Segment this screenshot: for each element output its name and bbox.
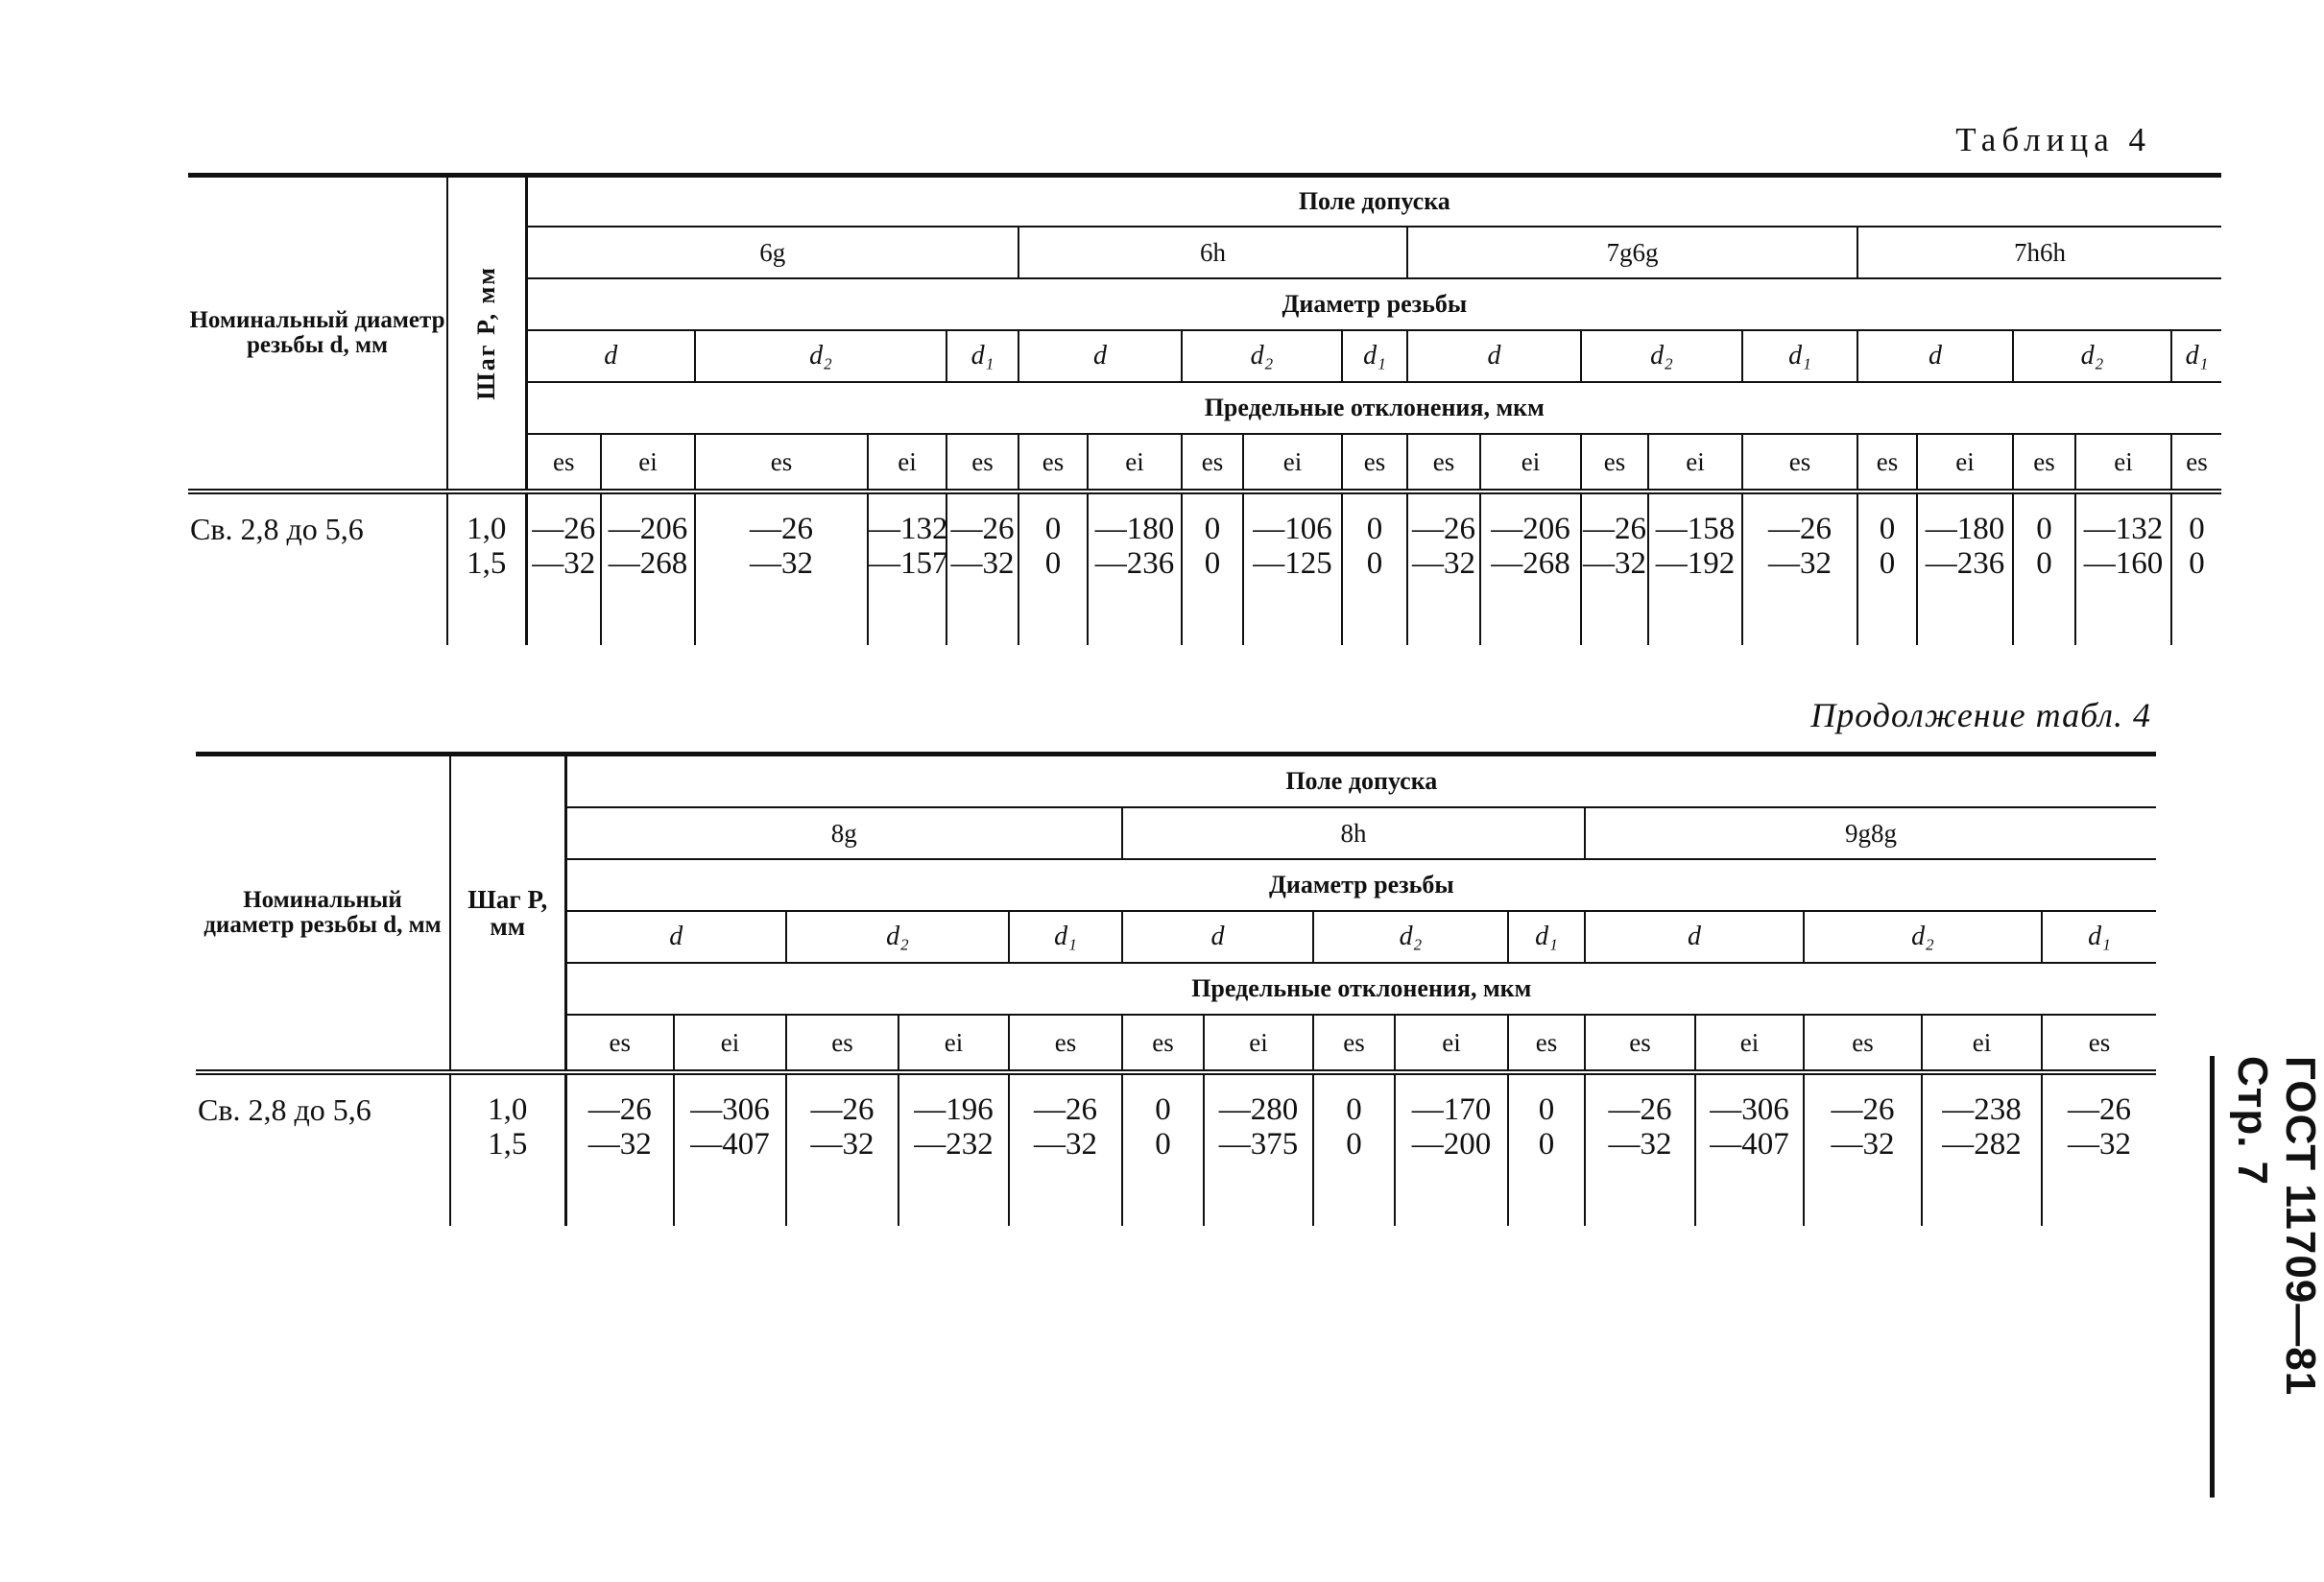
limit-header-cell: es — [1407, 434, 1480, 491]
deviation-cell — [2013, 491, 2075, 645]
deviation-cell — [1922, 1072, 2042, 1226]
limit-header-cell: es — [1122, 1015, 1204, 1072]
deviation-value: —32 — [1034, 1127, 1097, 1162]
limit-header-cell: es — [2013, 434, 2075, 491]
deviation-value: —32 — [810, 1127, 874, 1162]
deviation-value: 0 — [1538, 1127, 1555, 1162]
step-header-label: Шаг P, мм — [471, 266, 500, 400]
deviation-value: —200 — [1411, 1127, 1492, 1162]
tolerance-group: 8g — [565, 807, 1122, 859]
limit-header-cell: es — [526, 434, 601, 491]
deviation-cell — [1581, 491, 1648, 645]
limit-header-cell: es — [2171, 434, 2221, 491]
limits-title: Предельные отклонения, мкм — [526, 382, 2221, 434]
deviation-cell — [1018, 491, 1088, 645]
deviation-value: —180 — [1094, 512, 1175, 546]
stub-header: Номинальный диаметр резьбы d, мм — [188, 176, 447, 492]
deviation-value: 0 — [2189, 546, 2205, 581]
deviation-value: —32 — [1583, 546, 1646, 581]
deviation-value: —236 — [1094, 546, 1175, 581]
limit-header-cell: ei — [1922, 1015, 2042, 1072]
deviation-cell — [2171, 491, 2221, 645]
row-name: Св. 2,8 до 5,6 — [196, 1072, 450, 1226]
deviation-value: —32 — [532, 546, 596, 581]
limit-header-cell: ei — [868, 434, 946, 491]
step-header — [447, 176, 526, 492]
deviation-cell — [674, 1072, 786, 1226]
limit-header-cell: ei — [1243, 434, 1342, 491]
deviation-cell — [695, 491, 868, 645]
deviation-value: 0 — [2036, 546, 2052, 581]
limit-header-cell: ei — [2075, 434, 2171, 491]
deviation-cell — [1648, 491, 1742, 645]
deviation-value: 0 — [1538, 1092, 1555, 1127]
diameter-title: Диаметр резьбы — [526, 278, 2221, 330]
deviation-value: —157 — [869, 546, 948, 581]
diameter-cell: d₂ — [1313, 911, 1508, 963]
deviation-value: —407 — [1710, 1127, 1789, 1162]
limit-header-cell: es — [695, 434, 868, 491]
step-value: 1,5 — [488, 1127, 528, 1162]
deviation-value: —280 — [1218, 1092, 1299, 1127]
deviation-value: 0 — [1879, 512, 1896, 546]
tolerance-group: 6g — [526, 227, 1018, 278]
deviation-cell — [1508, 1072, 1585, 1226]
diameter-cell: d — [1122, 911, 1313, 963]
limit-header-cell: es — [786, 1015, 898, 1072]
diameter-cell: d₁ — [946, 330, 1018, 382]
deviation-value: —268 — [1491, 546, 1570, 581]
deviation-value: —26 — [1608, 1092, 1672, 1127]
limit-header-cell: es — [1182, 434, 1243, 491]
diameter-cell: d — [1018, 330, 1182, 382]
deviation-value: —192 — [1655, 546, 1736, 581]
deviation-value: 0 — [1044, 512, 1062, 546]
deviation-cell — [946, 491, 1018, 645]
diameter-cell: d₂ — [1182, 330, 1342, 382]
limit-header-cell: ei — [1648, 434, 1742, 491]
diameter-cell: d₁ — [1009, 911, 1122, 963]
step-value: 1,0 — [467, 512, 507, 546]
deviation-value: 0 — [1366, 512, 1383, 546]
deviation-value: —32 — [2068, 1127, 2132, 1162]
deviation-cell — [1313, 1072, 1395, 1226]
deviation-value: —26 — [750, 512, 813, 546]
step-values — [447, 491, 526, 645]
deviation-value: —26 — [1831, 1092, 1895, 1127]
deviation-value: —32 — [750, 546, 813, 581]
deviation-value: —132 — [2083, 512, 2164, 546]
limit-header-cell: es — [1742, 434, 1857, 491]
deviation-value: —26 — [950, 512, 1015, 546]
deviation-value: —26 — [2068, 1092, 2132, 1127]
limit-header-cell: es — [1585, 1015, 1695, 1072]
deviation-cell — [868, 491, 946, 645]
deviation-value: 0 — [1044, 546, 1062, 581]
deviation-value: 0 — [1879, 546, 1896, 581]
limit-header-cell: ei — [1695, 1015, 1804, 1072]
tolerance-group: 8h — [1122, 807, 1585, 859]
stub-header: Номинальный диаметр резьбы d, мм — [196, 755, 450, 1073]
tolerance-table — [188, 173, 2221, 645]
diameter-cell: d₁ — [1742, 330, 1857, 382]
deviation-value: 0 — [1204, 512, 1221, 546]
step-header: Шаг P, мм — [450, 755, 565, 1073]
limit-header-cell: es — [1508, 1015, 1585, 1072]
deviation-cell — [1395, 1072, 1508, 1226]
deviation-value: —375 — [1218, 1127, 1299, 1162]
deviation-value: —170 — [1411, 1092, 1492, 1127]
deviation-value: —160 — [2083, 546, 2164, 581]
limit-header-cell: es — [1857, 434, 1917, 491]
deviation-value: —125 — [1253, 546, 1332, 581]
deviation-cell — [2042, 1072, 2156, 1226]
deviation-value: —196 — [914, 1092, 994, 1127]
deviation-cell — [1088, 491, 1182, 645]
deviation-cell — [1407, 491, 1480, 645]
deviation-value: —206 — [608, 512, 688, 546]
deviation-cell — [1122, 1072, 1204, 1226]
deviation-cell — [1742, 491, 1857, 645]
deviation-value: —180 — [1925, 512, 2005, 546]
limit-header-cell: es — [1581, 434, 1648, 491]
deviation-cell — [1342, 491, 1407, 645]
limit-header-cell: ei — [601, 434, 695, 491]
limit-header-cell: ei — [674, 1015, 786, 1072]
diameter-cell: d — [565, 911, 786, 963]
deviation-value: —206 — [1491, 512, 1570, 546]
deviation-value: 0 — [2189, 512, 2205, 546]
diameter-title: Диаметр резьбы — [565, 859, 2156, 911]
deviation-cell — [1009, 1072, 1122, 1226]
deviation-value: —26 — [1768, 512, 1832, 546]
deviation-value: —32 — [1608, 1127, 1672, 1162]
deviation-value: —268 — [608, 546, 688, 581]
tolerance-group: 7h6h — [1857, 227, 2221, 278]
deviation-cell — [1243, 491, 1342, 645]
diameter-cell: d — [526, 330, 695, 382]
deviation-value: —306 — [1710, 1092, 1789, 1127]
deviation-cell — [1480, 491, 1581, 645]
diameter-cell: d₂ — [1804, 911, 2042, 963]
step-value: 1,0 — [488, 1092, 528, 1127]
limit-header-cell: es — [1313, 1015, 1395, 1072]
deviation-value: —158 — [1655, 512, 1736, 546]
tolerance-title: Поле допуска — [526, 176, 2221, 228]
limit-header-cell: ei — [1204, 1015, 1313, 1072]
deviation-value: —32 — [1412, 546, 1475, 581]
deviation-cell — [601, 491, 695, 645]
deviation-value: —32 — [587, 1127, 652, 1162]
limit-header-cell: es — [2042, 1015, 2156, 1072]
deviation-value: —232 — [914, 1127, 994, 1162]
table-continuation-caption: Продолжение табл. 4 — [1810, 696, 2151, 734]
limit-header-cell: ei — [898, 1015, 1009, 1072]
deviation-value: 0 — [1366, 546, 1383, 581]
deviation-value: —26 — [810, 1092, 874, 1127]
limit-header-cell: es — [946, 434, 1018, 491]
deviation-value: —32 — [1831, 1127, 1895, 1162]
limit-header-cell: es — [1804, 1015, 1922, 1072]
deviation-value: 0 — [1155, 1127, 1171, 1162]
deviation-value: —236 — [1925, 546, 2005, 581]
table-caption: Таблица 4 — [1955, 121, 2151, 158]
deviation-cell — [1182, 491, 1243, 645]
deviation-cell — [1585, 1072, 1695, 1226]
tolerance-group: 7g6g — [1407, 227, 1857, 278]
tolerance-title: Поле допуска — [565, 755, 2156, 808]
tolerance-group: 9g8g — [1585, 807, 2156, 859]
deviation-cell — [1857, 491, 1917, 645]
diameter-cell: d₂ — [1581, 330, 1742, 382]
diameter-cell: d — [1585, 911, 1804, 963]
deviation-value: —26 — [532, 512, 596, 546]
diameter-cell: d — [1857, 330, 2013, 382]
deviation-value: 0 — [2036, 512, 2052, 546]
deviation-value: 0 — [1155, 1092, 1171, 1127]
deviation-cell — [526, 491, 601, 645]
deviation-cell — [565, 1072, 674, 1226]
step-values — [450, 1072, 565, 1226]
deviation-value: 0 — [1346, 1092, 1362, 1127]
limits-title: Предельные отклонения, мкм — [565, 963, 2156, 1015]
deviation-value: —132 — [869, 512, 948, 546]
row-name: Св. 2,8 до 5,6 — [188, 491, 447, 645]
step-value: 1,5 — [467, 546, 507, 581]
diameter-cell: d — [1407, 330, 1581, 382]
diameter-cell: d₂ — [786, 911, 1009, 963]
limit-header-cell: ei — [1917, 434, 2013, 491]
diameter-cell: d₂ — [695, 330, 946, 382]
tolerance-table-continued — [196, 752, 2156, 1226]
deviation-cell — [898, 1072, 1009, 1226]
diameter-cell: d₁ — [1508, 911, 1585, 963]
deviation-value: —407 — [690, 1127, 770, 1162]
deviation-value: 0 — [1346, 1127, 1362, 1162]
deviation-cell — [1204, 1072, 1313, 1226]
tolerance-group: 6h — [1018, 227, 1407, 278]
deviation-value: 0 — [1204, 546, 1221, 581]
deviation-cell — [1804, 1072, 1922, 1226]
deviation-cell — [786, 1072, 898, 1226]
limit-header-cell: ei — [1088, 434, 1182, 491]
deviation-value: —106 — [1253, 512, 1332, 546]
diameter-cell: d₁ — [2171, 330, 2221, 382]
limit-header-cell: es — [565, 1015, 674, 1072]
deviation-value: —26 — [587, 1092, 652, 1127]
deviation-value: —238 — [1942, 1092, 2022, 1127]
limit-header-cell: es — [1342, 434, 1407, 491]
deviation-value: —306 — [690, 1092, 770, 1127]
gost-page-label-text: ГОСТ 11709—81 Стр. 7 — [2229, 1056, 2324, 1397]
deviation-value: —282 — [1942, 1127, 2022, 1162]
gost-page-label — [2210, 1056, 2324, 1498]
limit-header-cell: es — [1009, 1015, 1122, 1072]
diameter-cell: d₁ — [2042, 911, 2156, 963]
diameter-cell: d₁ — [1342, 330, 1407, 382]
deviation-value: —26 — [1412, 512, 1475, 546]
limit-header-cell: es — [1018, 434, 1088, 491]
deviation-cell — [1695, 1072, 1804, 1226]
deviation-value: —26 — [1034, 1092, 1097, 1127]
diameter-cell: d₂ — [2013, 330, 2171, 382]
limit-header-cell: ei — [1480, 434, 1581, 491]
deviation-cell — [2075, 491, 2171, 645]
deviation-value: —32 — [950, 546, 1015, 581]
deviation-value: —26 — [1583, 512, 1646, 546]
deviation-value: —32 — [1768, 546, 1832, 581]
deviation-cell — [1917, 491, 2013, 645]
limit-header-cell: ei — [1395, 1015, 1508, 1072]
